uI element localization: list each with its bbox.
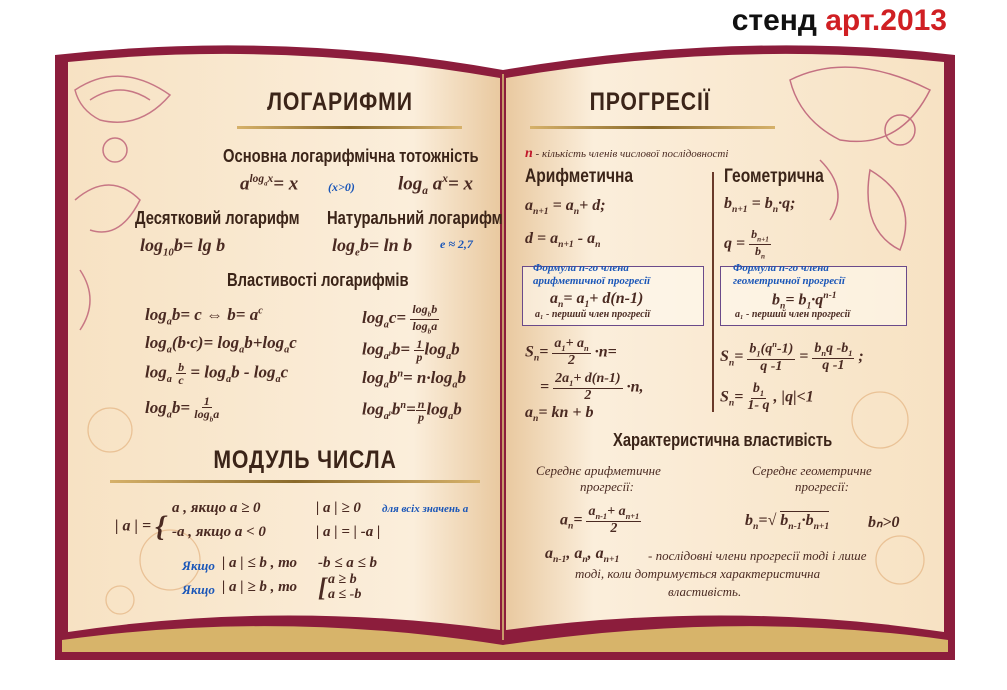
modulus-definition: | a | = { [115,510,166,543]
geom-mean-label-1: Середнє геометричне [752,463,872,478]
arith-sum-1: $S_n=$ $\frac{a_1+ a_n}{2}$ ·n= [525,336,617,369]
arith-box-note: a₁ - перший член прогресії [535,309,651,320]
consecutive-note-3: властивість. [668,584,742,599]
identity-formula-2: $\log_a a^x= x$ [398,173,474,198]
log-property-5: $\log_ac=$ $\frac{\log_bb}{\log_ba}$ [362,302,438,335]
geometric-heading: Геометрична [724,166,824,187]
geom-mean-condition: bₙ>0 [868,514,900,531]
column-divider [712,172,714,412]
logarithms-title: ЛОГАРИФМИ [267,87,413,116]
article-label: стенд арт.2013 [731,4,947,37]
log-property-2: $\log_a(b\cdot c)= \log_ab+\log_ac$ [145,333,297,356]
arith-nth-term: $a_n= a_1+ d(n-1)$ [550,290,644,311]
properties-heading: Властивості логарифмів [227,270,409,290]
modulus-if-1: Якщо [182,558,215,573]
geom-sum-1: $S_n=$ $\frac{b_1(q^n-1)}{q -1}$ = $\frac{b_nq -b_1}{q -1}$ ; [720,340,864,374]
arith-linear-form: $a_n=$ kn + b [525,404,594,425]
arith-box-title-1: Формула n-го члена [533,262,629,274]
consecutive-note-2: тоді, коли дотримується характеристична [575,566,821,581]
identity-condition: (x>0) [328,180,355,194]
natural-log-formula: $\log_eb= \ln b$ [332,235,413,259]
title-underline [237,126,462,129]
decimal-log-heading: Десятковий логарифм [135,208,300,228]
geom-box-title-2: геометричної прогресії [733,275,845,287]
log-property-8: $\log_{a^p}b^n=$ $\frac{n}{p}$ $\log_ab$ [362,397,462,424]
identity-heading: Основна логарифмічна тотожність [223,146,479,166]
modulus-if-1-condition: | a | ≤ b , то [222,555,298,571]
modulus-if-2-bracket: [ [318,573,327,602]
arith-difference: $d = a_{n+1} - a_n$ [525,230,601,251]
identity-formula: $a^{log_ax}= x$ [240,173,299,195]
modulus-nonnegative-note: для всіх значень a [382,503,469,515]
natural-log-heading: Натуральний логарифм [327,208,503,228]
modulus-if-2-condition: | a | ≥ b , то [222,579,298,595]
characteristic-heading: Характеристична властивість [613,430,833,450]
modulus-symmetry: | a | = | -a | [316,524,381,540]
n-note: n - кількість членів числової послідовності [525,146,729,161]
geom-mean-label-2: прогресії: [795,479,849,494]
title-underline-right [530,126,775,129]
consecutive-terms: $a_{n-1}$, $a_n$, $a_{n+1}$ [545,545,620,566]
euler-note: e ≈ 2,7 [440,237,473,251]
arith-mean-label-1: Середнє арифметичне [536,463,661,478]
arith-box-title-2: арифметичної прогресії [533,275,651,287]
arith-recurrence: $a_{n+1} = a_n+ d$; [525,197,606,218]
geom-nth-term: $b_n= b_1\cdot q^{n-1}$ [772,290,837,312]
log-property-4: $\log_ab=$ $\frac{1}{\log_ba}$ [145,394,220,424]
arithmetic-heading: Арифметична [525,166,634,187]
modulus-case-1: a , якщо a ≥ 0 [172,500,261,516]
modulus-title: МОДУЛЬ ЧИСЛА [213,445,397,474]
modulus-underline [110,480,480,483]
log-property-3: $\log_a$ $\frac{b}{c}$ = $\log_ab - \log_ac$ [145,360,289,387]
progressions-title: ПРОГРЕСІЇ [589,87,711,116]
geom-sum-2: $S_n=$ $\frac{b_1}{1- q}$ , |q|<1 [720,381,814,414]
modulus-nonnegative: | a | ≥ 0 [316,500,361,516]
modulus-if-2-result-2: a ≤ -b [328,587,362,602]
log-property-1: $\log_ab= c$ ⇔ $b= a^c$ [145,305,263,328]
modulus-if-2: Якщо [182,582,215,597]
log-property-7: $\log_ab^n= n\cdot\log_ab$ [362,368,466,391]
log-property-6: $\log_{a^p}b=$ $\frac{1}{p}$ $\log_ab$ [362,337,460,364]
geom-mean-formula: $b_n=√$ $b_{n-1}\cdot b_{n+1}$ [745,512,830,533]
decimal-log-formula: $\log_{10}b= \lg b$ [140,235,226,259]
modulus-case-2: -a , якщо a < 0 [172,524,266,540]
modulus-if-2-result-1: a ≥ b [328,572,357,587]
modulus-if-1-result: -b ≤ a ≤ b [318,555,377,571]
geom-ratio: q = $\frac{b_{n+1}}{b_n}$ [724,227,769,260]
article-number: арт.2013 [825,4,947,37]
geom-box-title-1: Формула n-го члена [733,262,829,274]
arith-sum-2: = $\frac{2a_1+ d(n-1)}{2}$ ·n, [540,371,644,404]
geom-recurrence: $b_{n+1} = b_n\cdot q$; [724,195,796,216]
arith-mean-label-2: прогресії: [580,479,634,494]
arith-mean-formula: $a_n=$ $\frac{a_{n-1}+ a_{n+1}}{2}$ [560,504,640,537]
consecutive-note-1: - послідовні члени прогресії тоді і лише [648,548,867,563]
geom-box-note: a₁ - перший член прогресії [735,309,851,320]
